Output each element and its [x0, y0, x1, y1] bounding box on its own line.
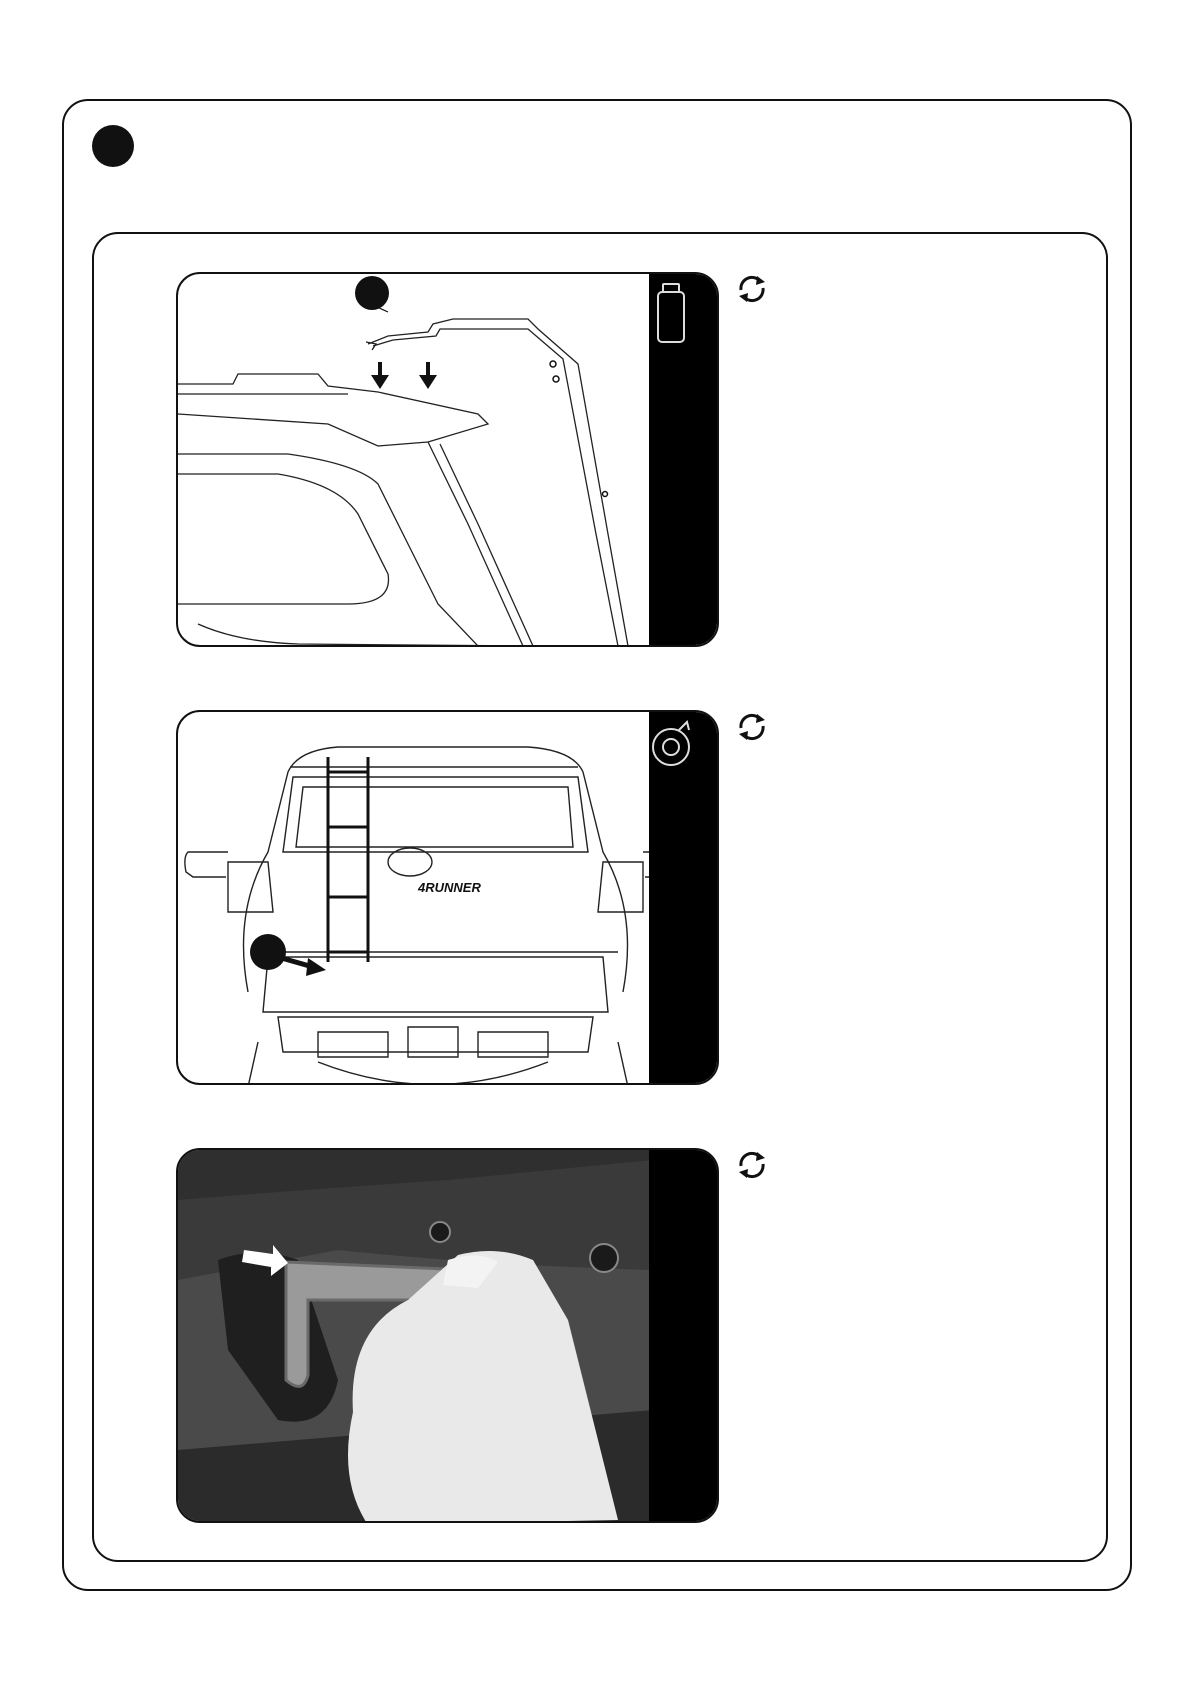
down-arrow-icon	[371, 362, 437, 389]
handle-photo	[178, 1150, 719, 1523]
callout-marker	[355, 276, 389, 310]
rotate-icon	[735, 272, 769, 306]
panel-3-sidebar	[649, 1150, 717, 1521]
illustration-panel-2	[176, 710, 719, 1085]
rear-vehicle-drawing	[178, 712, 719, 1085]
photo-panel-3	[176, 1148, 719, 1523]
callout-marker	[250, 934, 286, 970]
panel-2-sidebar	[649, 712, 717, 1083]
vehicle-badge: 4RUNNER	[418, 880, 481, 895]
bottle-icon	[649, 274, 693, 344]
pointer-arrow-icon	[278, 957, 326, 976]
tape-roll-icon	[649, 712, 693, 782]
rotate-icon	[735, 710, 769, 744]
panel-1-sidebar	[649, 274, 717, 645]
step-number-marker	[92, 125, 134, 167]
illustration-panel-1	[176, 272, 719, 647]
rotate-icon	[735, 1148, 769, 1182]
roof-rail-drawing	[178, 274, 719, 647]
